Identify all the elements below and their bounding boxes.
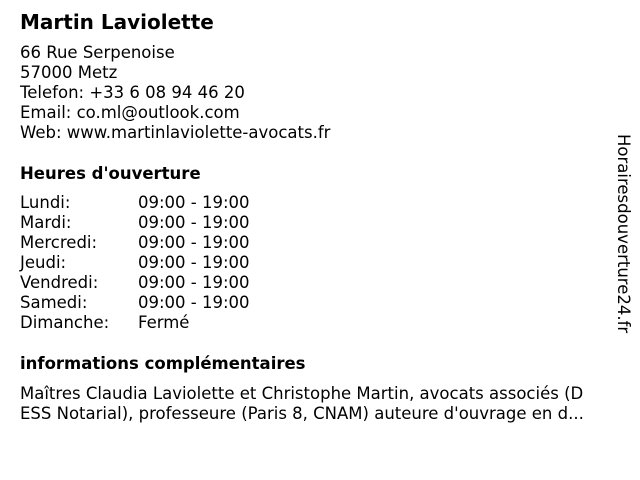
hours-time: 09:00 - 19:00 <box>138 293 250 312</box>
contact-city: 57000 Metz <box>20 63 118 82</box>
hours-day: Samedi: <box>20 293 88 312</box>
contact-block <box>20 43 330 143</box>
hours-day: Vendredi: <box>20 273 99 292</box>
hours-day: Dimanche: <box>20 313 110 332</box>
contact-phone: Telefon: +33 6 08 94 46 20 <box>20 83 245 102</box>
additional-info-heading: informations complémentaires <box>20 354 306 373</box>
hours-day: Jeudi: <box>20 253 67 272</box>
hours-time: 09:00 - 19:00 <box>138 213 250 232</box>
hours-row-wednesday <box>20 233 280 253</box>
hours-row-tuesday <box>20 213 280 233</box>
hours-day: Mercredi: <box>20 233 98 252</box>
hours-row-saturday <box>20 293 280 313</box>
contact-website: Web: www.martinlaviolette-avocats.fr <box>20 123 331 142</box>
business-name: Martin Laviolette <box>20 10 214 34</box>
hours-row-monday <box>20 193 280 213</box>
hours-day: Lundi: <box>20 193 71 212</box>
hours-time: 09:00 - 19:00 <box>138 273 250 292</box>
contact-street: 66 Rue Serpenoise <box>20 43 175 62</box>
additional-info-line: ESS Notarial), professeure (Paris 8, CNAM) auteure d'ouvrage en d... <box>20 404 584 423</box>
opening-hours-heading: Heures d'ouverture <box>20 164 201 183</box>
hours-time: 09:00 - 19:00 <box>138 233 250 252</box>
contact-email: Email: co.ml@outlook.com <box>20 103 240 122</box>
additional-info-line: Maîtres Claudia Laviolette et Christophe Martin, avocats associés (D <box>20 384 584 403</box>
opening-hours-table <box>20 193 280 333</box>
hours-row-friday <box>20 273 280 293</box>
hours-row-thursday <box>20 253 280 273</box>
hours-time: 09:00 - 19:00 <box>138 193 250 212</box>
hours-time: 09:00 - 19:00 <box>138 253 250 272</box>
additional-info-text <box>20 384 620 424</box>
site-watermark: Horairesdouverture24.fr <box>614 134 633 334</box>
hours-row-sunday <box>20 313 280 333</box>
hours-time: Fermé <box>138 313 190 332</box>
hours-day: Mardi: <box>20 213 72 232</box>
